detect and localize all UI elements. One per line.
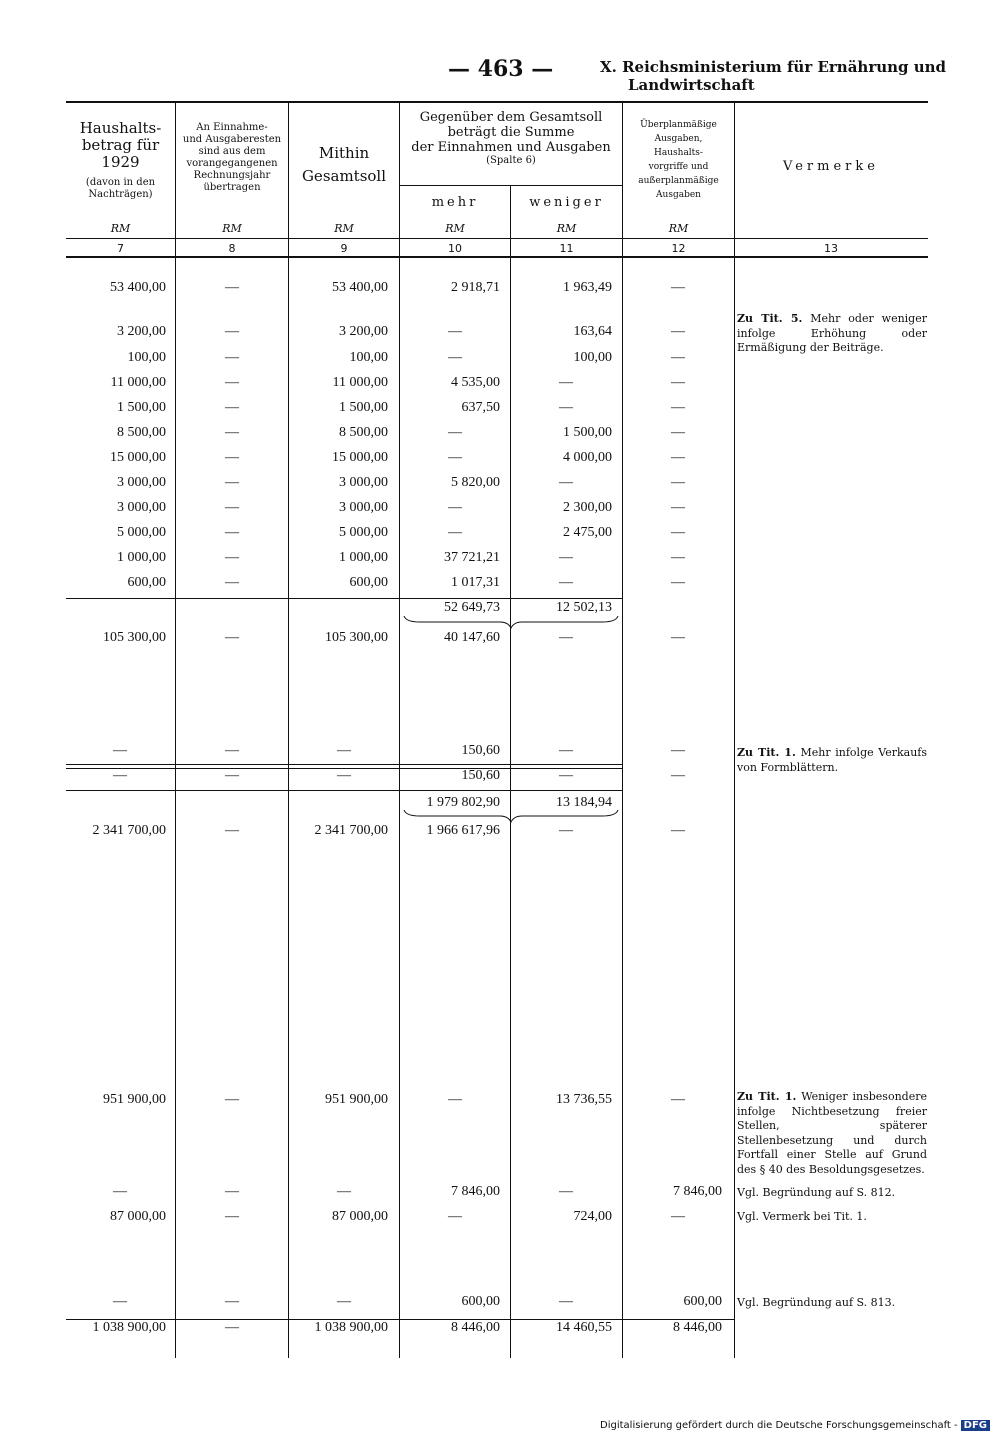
- cell-c7: 3 000,00: [117, 475, 166, 490]
- col10-11-header: Gegenüber dem Gesamtsoll beträgt die Summe der Einnahmen und Ausgaben (Spalte 6): [411, 110, 611, 166]
- cell-c12: —: [671, 324, 685, 339]
- colnum-13: 13: [824, 242, 838, 255]
- cell-c10: 7 846,00: [451, 1184, 500, 1199]
- cell-c7: 951 900,00: [103, 1092, 166, 1107]
- cell-c9: —: [337, 1184, 351, 1199]
- cell-c9: —: [337, 768, 351, 783]
- section-rule-1: [66, 598, 622, 599]
- cell-c12: —: [671, 450, 685, 465]
- cell-c10: —: [448, 525, 462, 540]
- cell-c8: —: [225, 768, 239, 783]
- cell-c8: —: [225, 450, 239, 465]
- cell-c12: —: [671, 375, 685, 390]
- cell-c12: 600,00: [683, 1294, 722, 1309]
- cell-c10: 8 446,00: [451, 1320, 500, 1335]
- brace-1: [400, 614, 622, 630]
- cell-c11: —: [559, 375, 573, 390]
- cell-c10: 150,60: [461, 768, 500, 783]
- colnum-9: 9: [340, 242, 348, 255]
- cell-c12: —: [671, 500, 685, 515]
- cell-c10: —: [448, 425, 462, 440]
- cell-c12: —: [671, 525, 685, 540]
- cell-c9: 3 000,00: [339, 475, 388, 490]
- cell-c7: —: [113, 743, 127, 758]
- cell-c10: 1 979 802,90: [426, 795, 500, 810]
- cell-c7: 1 038 900,00: [92, 1320, 166, 1335]
- cell-c9: 3 200,00: [339, 324, 388, 339]
- cell-c7: —: [113, 768, 127, 783]
- cell-c12: —: [671, 280, 685, 295]
- cell-c11: 13 736,55: [556, 1092, 612, 1107]
- cell-c9: 2 341 700,00: [314, 823, 388, 838]
- vline-7-8: [175, 103, 176, 1358]
- cell-c7: 87 000,00: [110, 1209, 166, 1224]
- cell-c8: —: [225, 550, 239, 565]
- table-top-rule: [66, 101, 928, 103]
- cell-c9: 100,00: [349, 350, 388, 365]
- cell-c7: 1 000,00: [117, 550, 166, 565]
- cell-c11: —: [559, 823, 573, 838]
- cell-c7: 2 341 700,00: [92, 823, 166, 838]
- header-rule-2: [66, 256, 928, 258]
- cell-c11: —: [559, 630, 573, 645]
- cell-c11: 100,00: [573, 350, 612, 365]
- colnum-11: 11: [559, 242, 574, 255]
- cell-c8: —: [225, 525, 239, 540]
- cell-c9: 5 000,00: [339, 525, 388, 540]
- cell-c7: 15 000,00: [110, 450, 166, 465]
- cell-c8: —: [225, 425, 239, 440]
- note-tit1-b: Zu Tit. 1. Weniger insbesondere infolge Nichtbesetzung freier Stellen, späterer Stellenbesetzung und durch Fortfall einer Stelle auf Grund des § 40 des Besoldungsgesetzes.: [737, 1090, 927, 1176]
- cell-c7: 8 500,00: [117, 425, 166, 440]
- cell-c8: —: [225, 1184, 239, 1199]
- col7-header: Haushalts- betrag für 1929 (davon in den Nachträgen): [79, 119, 162, 200]
- cell-c7: 5 000,00: [117, 525, 166, 540]
- header-subrule: [400, 185, 622, 186]
- cell-c12: —: [671, 1092, 685, 1107]
- cell-c7: 53 400,00: [110, 280, 166, 295]
- cell-c9: 105 300,00: [325, 630, 388, 645]
- cell-c10: —: [448, 1209, 462, 1224]
- cell-c10: 52 649,73: [444, 600, 500, 615]
- cell-c9: 1 038 900,00: [314, 1320, 388, 1335]
- currency-9: RM: [334, 222, 354, 235]
- cell-c11: 1 500,00: [563, 425, 612, 440]
- cell-c9: 1 500,00: [339, 400, 388, 415]
- cell-c10: 40 147,60: [444, 630, 500, 645]
- currency-11: RM: [556, 222, 577, 235]
- cell-c10: 637,50: [461, 400, 500, 415]
- colnum-12: 12: [671, 242, 686, 255]
- cell-c8: —: [225, 823, 239, 838]
- cell-c11: 163,64: [573, 324, 612, 339]
- cell-c8: —: [225, 375, 239, 390]
- cell-c9: —: [337, 1294, 351, 1309]
- cell-c12: —: [671, 630, 685, 645]
- colnum-8: 8: [228, 242, 236, 255]
- colnum-7: 7: [117, 242, 124, 255]
- currency-7: RM: [110, 222, 131, 235]
- cell-c8: —: [225, 630, 239, 645]
- cell-c12: 8 446,00: [673, 1320, 722, 1335]
- cell-c8: —: [225, 1320, 239, 1335]
- cell-c7: 100,00: [127, 350, 166, 365]
- cell-c10: —: [448, 324, 462, 339]
- col13-header: Vermerke: [783, 159, 879, 174]
- note-tit1-a: Zu Tit. 1. Mehr infolge Verkaufs von Formblättern.: [737, 746, 928, 774]
- cell-c9: 1 000,00: [339, 550, 388, 565]
- page-number: — 463 —: [448, 56, 554, 82]
- cell-c8: —: [225, 350, 239, 365]
- cell-c11: —: [559, 1184, 573, 1199]
- cell-c9: —: [337, 743, 351, 758]
- vline-11-12: [622, 103, 623, 1358]
- col12-header: Überplanmäßige Ausgaben, Haushalts- vorgriffe und außerplanmäßige Ausgaben: [638, 120, 719, 200]
- cell-c7: 1 500,00: [117, 400, 166, 415]
- cell-c7: 3 000,00: [117, 500, 166, 515]
- cell-c7: —: [113, 1294, 127, 1309]
- cell-c11: —: [559, 743, 573, 758]
- col8-header: An Einnahme- und Ausgaberesten sind aus dem vorangegangenen Rechnungsjahr übertragen: [182, 122, 282, 193]
- cell-c10: 37 721,21: [444, 550, 500, 565]
- note-ref-tit1: Vgl. Vermerk bei Tit. 1.: [737, 1210, 867, 1223]
- cell-c8: —: [225, 475, 239, 490]
- cell-c11: 12 502,13: [556, 600, 612, 615]
- cell-c12: —: [671, 350, 685, 365]
- cell-c11: —: [559, 550, 573, 565]
- cell-c8: —: [225, 500, 239, 515]
- vline-12-13: [734, 103, 735, 1358]
- cell-c8: —: [225, 324, 239, 339]
- chapter-title-line2: Landwirtschaft: [628, 76, 755, 94]
- cell-c12: —: [671, 743, 685, 758]
- cell-c11: —: [559, 1294, 573, 1309]
- dfg-logo: DFG: [961, 1420, 990, 1431]
- section-rule-3: [66, 790, 622, 791]
- colnum-10: 10: [448, 242, 462, 255]
- chapter-title-line1: X. Reichsministerium für Ernährung und: [600, 58, 947, 76]
- note-ref-813: Vgl. Begründung auf S. 813.: [737, 1296, 896, 1309]
- cell-c10: 5 820,00: [451, 475, 500, 490]
- cell-c11: 13 184,94: [556, 795, 612, 810]
- currency-10: RM: [445, 222, 465, 235]
- cell-c10: —: [448, 500, 462, 515]
- cell-c10: 2 918,71: [451, 280, 500, 295]
- footer-credit: Digitalisierung gefördert durch die Deutsche Forschungsgemeinschaft - DFG: [600, 1420, 990, 1431]
- cell-c9: 87 000,00: [332, 1209, 388, 1224]
- cell-c8: —: [225, 280, 239, 295]
- cell-c9: 600,00: [349, 575, 388, 590]
- cell-c9: 8 500,00: [339, 425, 388, 440]
- cell-c12: —: [671, 823, 685, 838]
- note-tit5: Zu Tit. 5. Mehr oder weniger infolge Erhöhung oder Ermäßigung der Beiträge.: [737, 312, 927, 354]
- cell-c11: —: [559, 400, 573, 415]
- cell-c7: 600,00: [127, 575, 166, 590]
- cell-c10: 1 966 617,96: [426, 823, 500, 838]
- cell-c10: —: [448, 450, 462, 465]
- cell-c12: —: [671, 768, 685, 783]
- cell-c8: —: [225, 743, 239, 758]
- cell-c9: 15 000,00: [332, 450, 388, 465]
- cell-c8: —: [225, 400, 239, 415]
- cell-c12: 7 846,00: [673, 1184, 722, 1199]
- cell-c12: —: [671, 475, 685, 490]
- cell-c12: —: [671, 1209, 685, 1224]
- cell-c11: —: [559, 475, 573, 490]
- cell-c9: 11 000,00: [332, 375, 388, 390]
- cell-c10: 600,00: [461, 1294, 500, 1309]
- cell-c8: —: [225, 1294, 239, 1309]
- cell-c12: —: [671, 575, 685, 590]
- cell-c8: —: [225, 575, 239, 590]
- cell-c10: 4 535,00: [451, 375, 500, 390]
- cell-c11: —: [559, 768, 573, 783]
- cell-c7: 3 200,00: [117, 324, 166, 339]
- currency-8: RM: [222, 222, 242, 235]
- cell-c10: —: [448, 350, 462, 365]
- cell-c11: 14 460,55: [556, 1320, 612, 1335]
- cell-c12: —: [671, 550, 685, 565]
- cell-c11: 4 000,00: [563, 450, 612, 465]
- cell-c10: —: [448, 1092, 462, 1107]
- cell-c7: —: [113, 1184, 127, 1199]
- col11-header: weniger: [529, 195, 604, 210]
- currency-12: RM: [668, 222, 689, 235]
- cell-c11: 724,00: [573, 1209, 612, 1224]
- cell-c10: 150,60: [461, 743, 500, 758]
- cell-c9: 3 000,00: [339, 500, 388, 515]
- note-ref-812: Vgl. Begründung auf S. 812.: [737, 1186, 896, 1199]
- col10-header: mehr: [431, 195, 479, 210]
- cell-c12: —: [671, 400, 685, 415]
- section-rule-2a: [66, 764, 622, 765]
- cell-c7: 105 300,00: [103, 630, 166, 645]
- cell-c11: 2 300,00: [563, 500, 612, 515]
- col9-header: Mithin Gesamtsoll: [301, 144, 387, 185]
- cell-c11: 1 963,49: [563, 280, 612, 295]
- cell-c8: —: [225, 1209, 239, 1224]
- cell-c10: 1 017,31: [451, 575, 500, 590]
- header-rule-1: [66, 238, 928, 239]
- cell-c12: —: [671, 425, 685, 440]
- cell-c9: 951 900,00: [325, 1092, 388, 1107]
- cell-c11: 2 475,00: [563, 525, 612, 540]
- cell-c9: 53 400,00: [332, 280, 388, 295]
- cell-c7: 11 000,00: [110, 375, 166, 390]
- cell-c8: —: [225, 1092, 239, 1107]
- cell-c11: —: [559, 575, 573, 590]
